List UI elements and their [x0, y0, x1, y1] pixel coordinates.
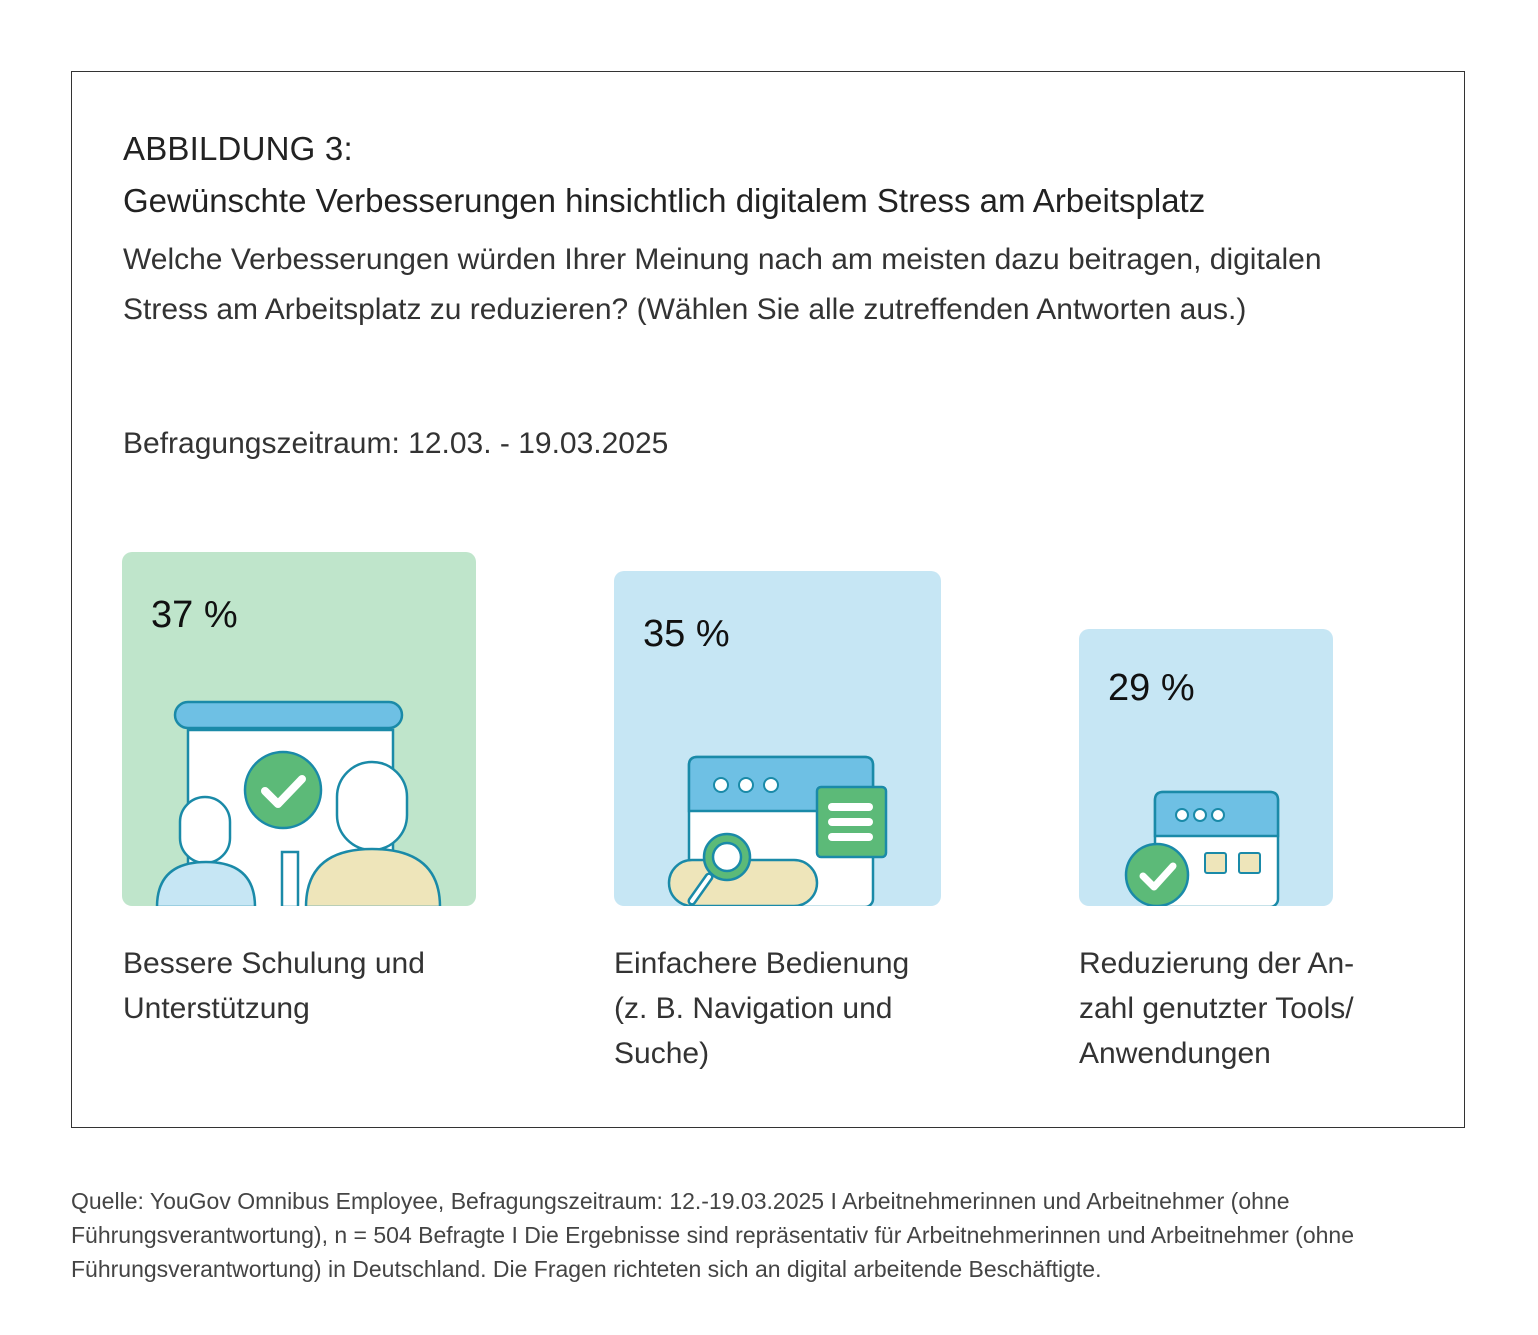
figure-title: Gewünschte Verbesserungen hinsichtlich digitalem Stress am Arbeitsplatz — [123, 182, 1206, 219]
bar-card-1 — [122, 552, 476, 906]
presentation-training-icon — [122, 552, 476, 906]
bar-card-2 — [614, 571, 941, 906]
bar-card-3 — [1079, 629, 1333, 906]
category-label-3: Reduzierung der An- zahl genutzter Tools/ Anwendungen — [1079, 947, 1355, 1070]
survey-period: Befragungszeitraum: 12.03. - 19.03.2025 — [123, 427, 669, 460]
category-label-2: Einfachere Bedienung (z. B. Navigation und Suche) — [614, 947, 910, 1070]
figure-label: ABBILDUNG 3: — [123, 130, 353, 167]
figure-frame — [71, 71, 1465, 1128]
value-label-2: 35 % — [643, 613, 730, 655]
app-window-check-icon — [1079, 629, 1333, 906]
source-note: Quelle: YouGov Omnibus Employee, Befragungszeitraum: 12.-19.03.2025 I Arbeitnehmerinnen und Arbeitnehmer (ohne Führungsverantwortung), n = 504 Befragte I Die Ergebnisse sind repräsentativ für Arbeitnehmerinnen und Arbeitnehmer (ohne Führungsverantwortung) in Deutschland. Die Fragen richteten sich an digital arbeitende Beschäftigte. — [71, 1188, 1355, 1282]
value-label-3: 29 % — [1108, 667, 1195, 709]
category-label-1: Bessere Schulung und Unterstützung — [123, 947, 425, 1025]
value-label-1: 37 % — [151, 594, 238, 636]
survey-question: Welche Verbesserungen würden Ihrer Meinung nach am meisten dazu beitragen, digitalen Stress am Arbeitsplatz zu reduzieren? (Wählen Sie alle zutreffenden Antworten aus.) — [123, 243, 1322, 326]
browser-search-icon — [614, 571, 941, 906]
